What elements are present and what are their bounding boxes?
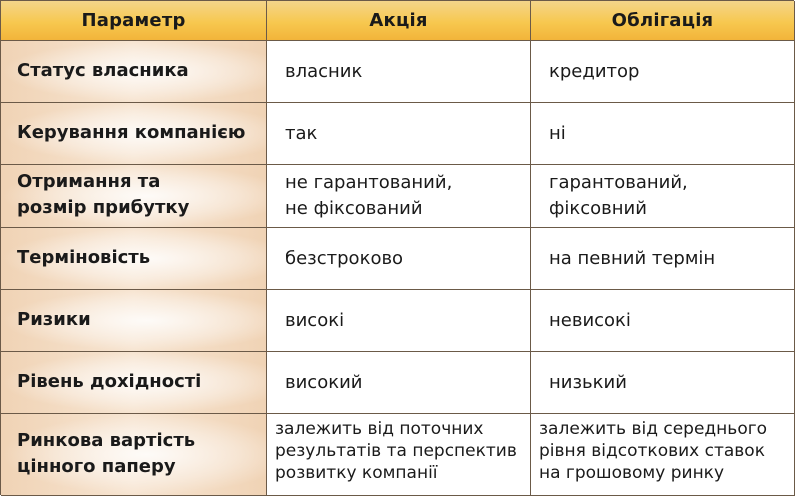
bond-market-value [531, 414, 795, 496]
bond-profit [531, 165, 795, 228]
stock-term [267, 228, 531, 290]
row-label-text: Отримання та розмір прибутку [17, 171, 190, 218]
stock-risks [267, 290, 531, 352]
bond-term [531, 228, 795, 290]
cell-text: кредитор [549, 60, 640, 82]
cell-text: залежить від поточних результатів та перспектив розвитку компанії [275, 419, 517, 483]
cell-text: не гарантований, не фіксований [285, 172, 453, 219]
cell-text: високий [285, 371, 363, 393]
row-label-text: Терміновість [17, 246, 151, 268]
row-label-yield [1, 352, 267, 414]
cell-text: високі [285, 309, 345, 331]
stock-owner-status [267, 41, 531, 103]
header-stock: Акція [267, 1, 531, 41]
row-label-text: Ринкова вартість цінного паперу [17, 429, 196, 477]
header-parameter: Параметр [1, 1, 267, 41]
row-label-market-value [1, 414, 267, 496]
cell-text: невисокі [549, 309, 631, 331]
stock-market-value [267, 414, 531, 496]
bond-risks [531, 290, 795, 352]
bond-company-management [531, 103, 795, 165]
row-label-term [1, 228, 267, 290]
cell-text: гарантований, фіксовний [549, 172, 688, 219]
row-label-text: Керування компанією [17, 121, 246, 143]
cell-text: власник [285, 60, 363, 82]
cell-text: безстроково [285, 247, 404, 269]
row-label-company-management [1, 103, 267, 165]
cell-text: залежить від середнього рівня відсоткових ставок на грошовому ринку [539, 419, 768, 483]
header-bond: Облігація [531, 1, 795, 41]
row-label-text: Ризики [17, 308, 91, 330]
row-label-profit [1, 165, 267, 228]
cell-text: на певний термін [549, 247, 716, 269]
stock-yield [267, 352, 531, 414]
row-label-text: Рівень дохідності [17, 370, 202, 392]
cell-text: так [285, 122, 318, 144]
row-label-risks [1, 290, 267, 352]
bond-yield [531, 352, 795, 414]
cell-text: низький [549, 371, 627, 393]
stock-company-management [267, 103, 531, 165]
row-label-text: Статус власника [17, 59, 189, 81]
bond-owner-status [531, 41, 795, 103]
cell-text: ні [549, 122, 566, 144]
stock-profit [267, 165, 531, 228]
row-label-owner-status [1, 41, 267, 103]
